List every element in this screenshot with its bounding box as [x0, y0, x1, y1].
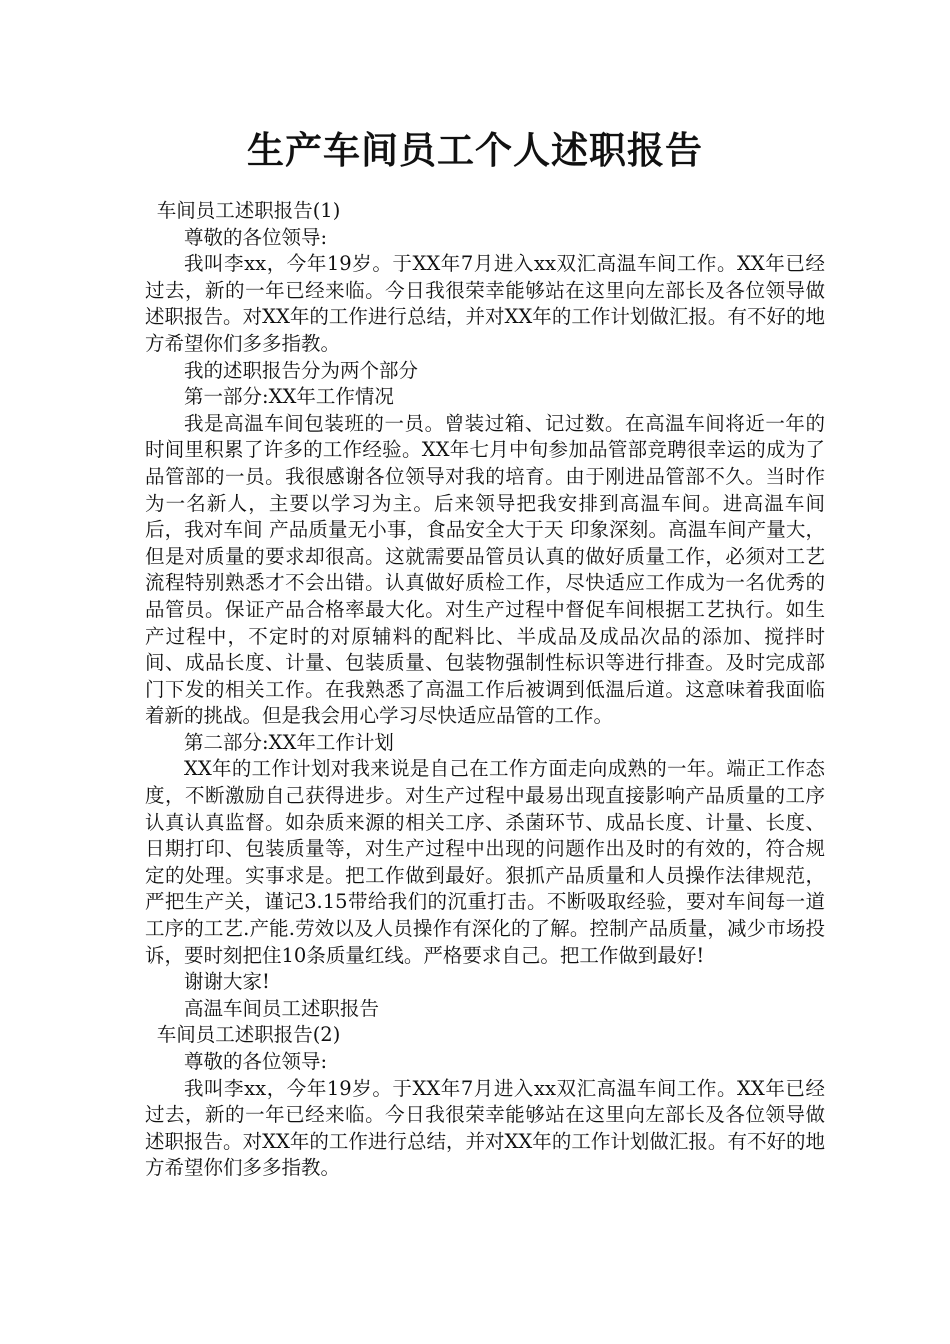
signature-line: 高温车间员工述职报告 [184, 996, 380, 1020]
part-one-heading: 第一部分:XX年工作情况 [184, 385, 394, 409]
salutation: 尊敬的各位领导: [184, 225, 328, 249]
part-two-heading: 第二部分:XX年工作计划 [184, 730, 394, 754]
document-title: 生产车间员工个人述职报告 [247, 128, 703, 172]
paragraph-intro-2: 我叫李xx，今年19岁。于XX年7月进入xx双汇高温车间工作。XX年已经过去，新的一年已经来临。今日我很荣幸能够站在这里向左部长及各位领导做述职报告。对XX年的工作进行总结，并对XX年的工作计划做汇报。有不好的地方希望你们多多指教。 [145, 1076, 825, 1180]
closing-thanks: 谢谢大家! [184, 970, 270, 994]
paragraph-intro: 我叫李xx，今年19岁。于XX年7月进入xx双汇高温车间工作。XX年已经过去，新的一年已经来临。今日我很荣幸能够站在这里向左部长及各位领导做述职报告。对XX年的工作进行总结，并对XX年的工作计划做汇报。有不好的地方希望你们多多指教。 [145, 252, 825, 355]
section-heading-1: 车间员工述职报告(1) [156, 199, 341, 222]
salutation-2: 尊敬的各位领导: [184, 1050, 328, 1073]
document-body [145, 198, 825, 1182]
paragraph-part-one: 我是高温车间包装班的一员。曾装过箱、记过数。在高温车间将近一年的时间里积累了许多的工作经验。XX年七月中旬参加品管部竞聘很幸运的成为了品管部的一员。我很感谢各位领导对我的培育。由于刚进品管部不久。当时作为一名新人，主要以学习为主。后来领导把我安排到高温车间。进高温车间后，我对车间 产品质量无小事，食品安全大于天 印象深刻。高温车间产量大，但是对质量的要求却很高。这就需要品管员认真的做好质量工作，必须对工艺流程特别熟悉才不会出错。认真做好质检工作，尽快适应工作成为一名优秀的品管员。保证产品合格率最大化。对生产过程中督促车间根据工艺执行。如生产过程中，不定时的对原辅料的配料比、半成品及成品次品的添加、搅拌时间、成品长度、计量、包装质量、包装物强制性标识等进行排查。及时完成部门下发的相关工作。在我熟悉了高温工作后被调到低温后道。这意味着我面临着新的挑战。但是我会用心学习尽快适应品管的工作。 [145, 411, 825, 728]
paragraph-part-two: XX年的工作计划对我来说是自己在工作方面走向成熟的一年。端正工作态度，不断激励自己获得进步。对生产过程中最易出现直接影响产品质量的工序认真认真监督。如杂质来源的相关工序、杀菌环节、成品长度、计量、长度、日期打印、包装质量等，对生产过程中出现的问题作出及时的有效的，符合规定的处理。实事求是。把工作做到最好。狠抓产品质量和人员操作法律规范，严把生产关，谨记3.15带给我们的沉重打击。不断吸取经验，要对车间每一道工序的工艺.产能.劳效以及人员操作有深化的了解。控制产品质量，减少市场投诉，要时刻把住10条质量红线。严格要求自己。把工作做到最好! [145, 757, 825, 967]
paragraph-structure: 我的述职报告分为两个部分 [184, 358, 419, 382]
section-heading-2: 车间员工述职报告(2) [156, 1023, 341, 1047]
